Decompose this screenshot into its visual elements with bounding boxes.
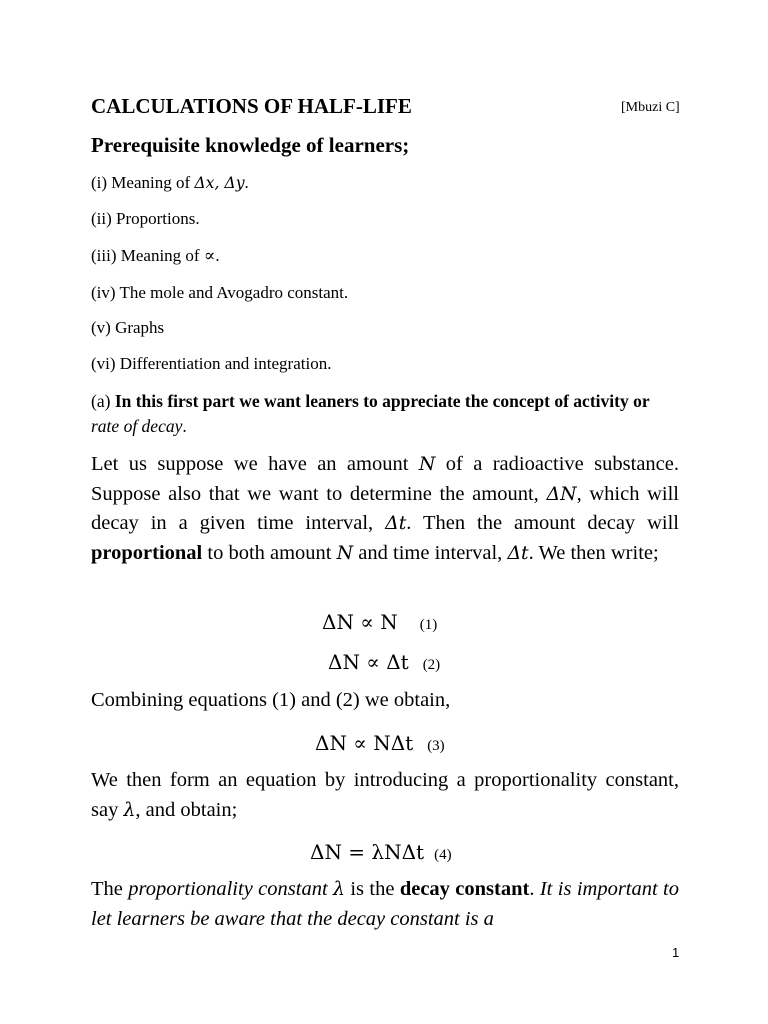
p4-text-3: . xyxy=(529,878,540,900)
prerequisite-item-iii xyxy=(91,246,220,266)
paragraph-3 xyxy=(91,766,679,825)
prerequisite-iii-math: ∝ xyxy=(203,246,216,266)
p1-text-2: of a radioactive substance. Suppose also that we want to determine the amount, xyxy=(91,453,679,505)
page-number: 1 xyxy=(672,945,680,960)
p4-math-1: λ xyxy=(333,878,345,900)
equation-2-expr: ΔN ∝ Δt xyxy=(328,650,409,674)
equation-3 xyxy=(315,731,445,755)
p1-bold: proportional xyxy=(91,541,203,564)
paragraph-2: Combining equations (1) and (2) we obtain, xyxy=(91,689,451,711)
p1-text-6: and time interval, xyxy=(353,541,508,564)
p4-text-2: is the xyxy=(344,878,400,900)
p1-math-3: Δt xyxy=(385,512,407,534)
p3-text-1: We then form an equation by introducing a proportionality constant, say xyxy=(91,769,679,821)
paragraph-4 xyxy=(91,875,679,934)
p4-italic-1: proportionality constant xyxy=(128,878,334,900)
p1-math-4: N xyxy=(336,541,354,564)
prerequisite-item-v: (v) Graphs xyxy=(91,318,165,337)
part-a-end: . xyxy=(182,416,187,436)
prerequisite-i-math: Δx, Δy xyxy=(194,173,245,192)
equation-1-number: (1) xyxy=(419,617,438,633)
p4-italic-2: It is important to let learners be aware that the decay constant is a xyxy=(91,878,680,930)
equation-4-expr: ΔN = λNΔt xyxy=(310,840,425,864)
p1-math-2: ΔN xyxy=(546,482,577,505)
p1-text-5: to both amount xyxy=(202,541,337,564)
p1-math-1: N xyxy=(418,453,436,475)
prerequisite-item-iv: (iv) The mole and Avogadro constant. xyxy=(91,283,349,302)
p4-text-1: The xyxy=(91,878,129,900)
equation-2-number: (2) xyxy=(422,657,441,673)
prerequisite-item-i xyxy=(91,173,249,193)
section-heading: Prerequisite knowledge of learners; xyxy=(91,133,410,157)
p1-text-1: Let us suppose we have an amount xyxy=(91,453,419,475)
paragraph-1 xyxy=(91,450,679,568)
p4-bold: decay constant xyxy=(399,878,530,900)
prerequisite-iii-end: . xyxy=(215,246,220,265)
p3-text-2: , and obtain; xyxy=(135,798,238,821)
part-a-label: (a) xyxy=(91,391,115,411)
equation-3-number: (3) xyxy=(427,738,445,754)
part-a-intro xyxy=(91,389,681,439)
prerequisite-item-ii: (ii) Proportions. xyxy=(91,209,200,228)
p1-text-3: , which will decay in a given time interval, xyxy=(91,482,680,534)
prerequisite-i-end: . xyxy=(244,173,249,192)
equation-3-expr: ΔN ∝ NΔt xyxy=(315,731,414,755)
p3-math-1: λ xyxy=(123,798,136,821)
equation-4-number: (4) xyxy=(434,847,452,863)
page-title: CALCULATIONS OF HALF-LIFE xyxy=(91,94,412,118)
author-tag: [Mbuzi C] xyxy=(621,100,680,115)
p1-text-7: . We then write; xyxy=(528,541,659,564)
equation-1-expr: ΔN ∝ N xyxy=(322,610,398,634)
equation-4 xyxy=(310,840,452,864)
prerequisite-item-vi: (vi) Differentiation and integration. xyxy=(91,354,332,373)
p1-math-5: Δt xyxy=(507,541,529,564)
equation-2 xyxy=(328,650,440,674)
part-a-italic: rate of decay xyxy=(91,416,183,436)
p1-text-4: . Then the amount decay will xyxy=(406,512,679,534)
equation-1 xyxy=(322,610,437,634)
part-a-bold: In this first part we want leaners to appreciate the concept of activity or xyxy=(114,391,650,411)
prerequisite-i-text: (i) Meaning of xyxy=(91,173,195,192)
prerequisite-iii-text: (iii) Meaning of xyxy=(91,246,204,265)
